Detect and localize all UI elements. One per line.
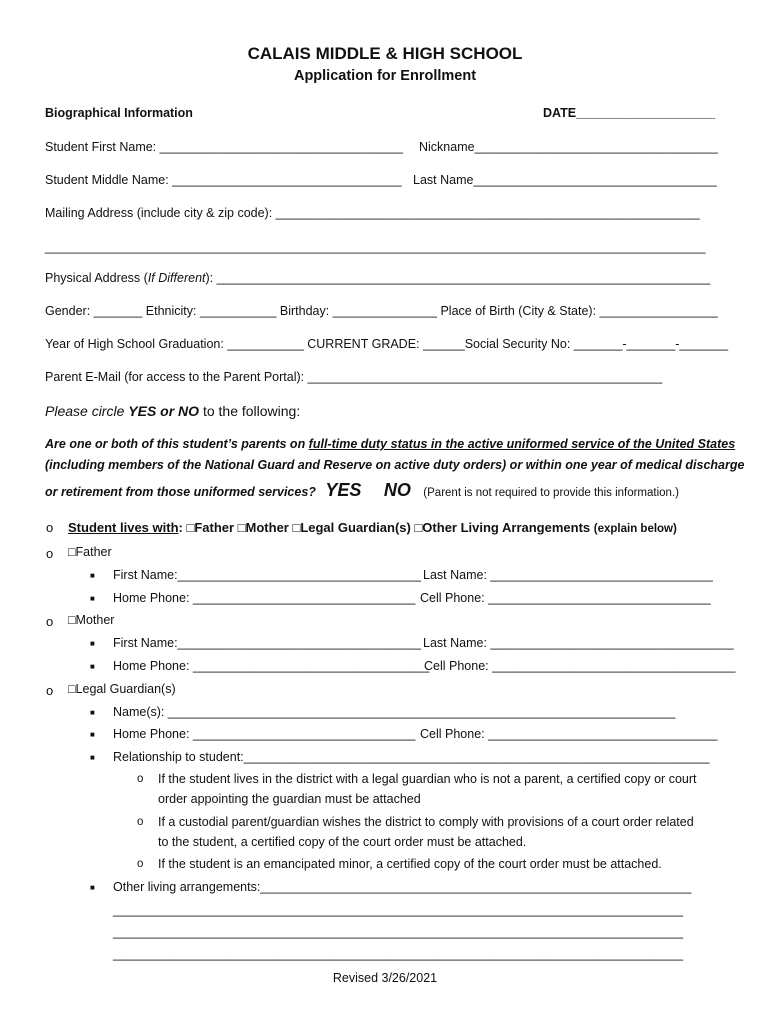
guardian-note-1: If the student lives in the district with a legal guardian who is not a parent, a certified copy or court — [158, 772, 697, 786]
mother-last-name[interactable]: Last Name: ___________________________________ — [423, 636, 734, 650]
school-name: CALAIS MIDDLE & HIGH SCHOOL — [247, 44, 523, 63]
mailing-address-field[interactable]: Mailing Address (include city & zip code): _____________________________________________________________ — [45, 206, 700, 220]
physical-suffix: ): _______________________________________________________________________ — [205, 271, 711, 285]
guardian-note-2: If a custodial parent/guardian wishes the district to comply with provisions of a court order related — [158, 815, 694, 829]
bullet-guardian: o — [46, 683, 54, 698]
other-line-3[interactable]: __________________________________________________________________________________ — [113, 947, 684, 961]
bullet-father: o — [46, 546, 54, 561]
physical-prefix: Physical Address ( — [45, 271, 148, 285]
other-line-1[interactable]: __________________________________________________________________________________ — [113, 903, 684, 917]
lives-with-options[interactable]: □Father □Mother □Legal Guardian(s) □Other Living Arrangements — [186, 520, 591, 535]
bio-heading: Biographical Information — [45, 106, 193, 120]
guardian-note-2b: to the student, a certified copy of the court order must be attached. — [158, 835, 527, 849]
other-line-2[interactable]: __________________________________________________________________________________ — [113, 925, 684, 939]
bullet-mother: o — [46, 614, 54, 629]
date-field[interactable]: DATE____________________ — [543, 106, 716, 120]
question-note: (Parent is not required to provide this information.) — [423, 487, 679, 499]
mother-cell-phone[interactable]: Cell Phone: ___________________________________ — [424, 659, 736, 673]
square-bullet-icon: ■ — [90, 594, 95, 603]
note-bullet: o — [137, 816, 144, 828]
father-first-name[interactable]: First Name:___________________________________ — [113, 568, 421, 582]
lives-with-line — [68, 520, 677, 535]
father-last-name[interactable]: Last Name: ________________________________ — [423, 568, 713, 582]
lives-with-explain: (explain below) — [593, 523, 677, 535]
yes-option[interactable]: YES — [325, 480, 362, 500]
guardian-note-1b: order appointing the guardian must be attached — [158, 792, 421, 806]
circle-yesno: YES or NO — [128, 403, 200, 419]
question-line-2: (including members of the National Guard and Reserve on active duty orders) or within one year of medical discharge — [45, 458, 745, 472]
parent-email-field[interactable]: Parent E-Mail (for access to the Parent Portal): ___________________________________________________ — [45, 370, 663, 384]
mailing-address-line2[interactable]: _______________________________________________________________________________________________ — [45, 240, 706, 254]
square-bullet-icon: ■ — [90, 571, 95, 580]
physical-address-field[interactable] — [45, 271, 710, 285]
middle-name-field[interactable]: Student Middle Name: _________________________________ — [45, 173, 402, 187]
first-name-field[interactable]: Student First Name: ___________________________________ — [45, 140, 403, 154]
bullet-lives: o — [46, 520, 54, 535]
square-bullet-icon: ■ — [90, 753, 95, 762]
father-home-phone[interactable]: Home Phone: ________________________________ — [113, 591, 416, 605]
question-line-3-text: or retirement from those uniformed services? — [45, 485, 316, 499]
question-line-1 — [45, 437, 735, 451]
note-bullet: o — [137, 858, 144, 870]
square-bullet-icon: ■ — [90, 883, 95, 892]
square-bullet-icon: ■ — [90, 639, 95, 648]
form-title: Application for Enrollment — [293, 68, 477, 84]
no-option[interactable]: NO — [383, 480, 411, 500]
note-bullet: o — [137, 773, 144, 785]
guardian-cell-phone[interactable]: Cell Phone: _________________________________ — [420, 727, 718, 741]
mother-home-phone[interactable]: Home Phone: __________________________________ — [113, 659, 430, 673]
gender-ethnicity-line[interactable]: Gender: _______ Ethnicity: ___________ Birthday: _______________ Place of Birth (City & State): _________________ — [45, 304, 718, 318]
father-cell-phone[interactable]: Cell Phone: ________________________________ — [420, 591, 711, 605]
revised-date: Revised 3/26/2021 — [332, 971, 438, 985]
lives-with-label: Student lives with — [68, 520, 179, 535]
square-bullet-icon: ■ — [90, 708, 95, 717]
question-line-1u: full-time duty status in the active uniformed service of the United States — [308, 437, 736, 451]
circle-prefix: Please circle — [45, 403, 129, 419]
guardian-note-3: If the student is an emancipated minor, a certified copy of the court order must be attached. — [158, 857, 662, 871]
guardian-home-phone[interactable]: Home Phone: ________________________________ — [113, 727, 416, 741]
physical-italic: If Different — [147, 271, 206, 285]
nickname-field[interactable]: Nickname___________________________________ — [419, 140, 718, 154]
other-arrangements[interactable]: Other living arrangements:______________________________________________________________ — [113, 880, 692, 894]
circle-instruction — [45, 403, 300, 419]
graduation-line[interactable]: Year of High School Graduation: ___________ CURRENT GRADE: ______Social Security No: _______-_______-_______ — [45, 337, 729, 351]
last-name-field[interactable]: Last Name___________________________________ — [413, 173, 717, 187]
question-line-3 — [45, 480, 679, 502]
question-line-1a: Are one or both of this student’s parents on — [45, 437, 309, 451]
square-bullet-icon: ■ — [90, 662, 95, 671]
father-checkbox[interactable]: □Father — [68, 545, 112, 559]
mother-checkbox[interactable]: □Mother — [68, 613, 115, 627]
mother-first-name[interactable]: First Name:___________________________________ — [113, 636, 421, 650]
lives-with-colon: : — [178, 520, 183, 535]
circle-suffix: to the following: — [199, 403, 301, 419]
guardian-checkbox[interactable]: □Legal Guardian(s) — [68, 682, 176, 696]
guardian-names[interactable]: Name(s): _________________________________________________________________________ — [113, 705, 676, 719]
guardian-relationship[interactable]: Relationship to student:___________________________________________________________________ — [113, 750, 710, 764]
square-bullet-icon: ■ — [90, 730, 95, 739]
